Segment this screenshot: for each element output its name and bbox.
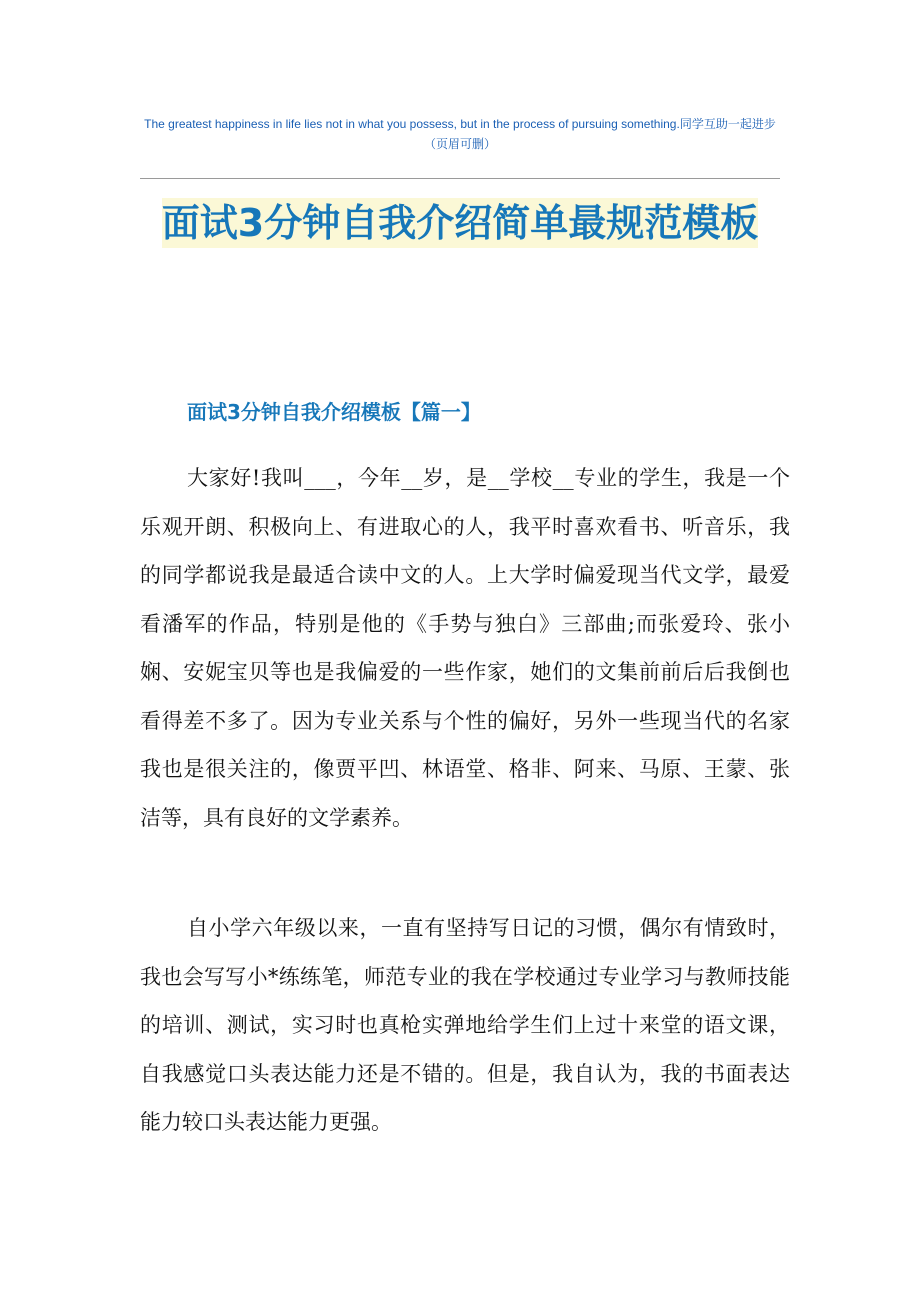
section-heading: 面试3分钟自我介绍模板【篇一】 [187,400,481,424]
body-paragraph-2: 自小学六年级以来，一直有坚持写日记的习惯，偶尔有情致时，我也会写写小*练练笔，师范专业的我在学校通过专业学习与教师技能的培训、测试，实习时也真枪实弹地给学生们上过十来堂的语文课，自我感觉口头表达能力还是不错的。但是，我自认为，我的书面表达能力较口头表达能力更强。 [140,916,790,1134]
page-header [140,114,780,154]
document-title-text: 面试3分钟自我介绍简单最规范模板 [162,198,758,248]
header-chinese-note: 同学互助一起进步（页眉可删） [423,117,776,151]
header-divider [140,178,780,179]
body-paragraph-1: 大家好!我叫___，今年__岁，是__学校__专业的学生，我是一个乐观开朗、积极向上、有进取心的人，我平时喜欢看书、听音乐，我的同学都说我是最适合读中文的人。上大学时偏爱现当代文学，最爱看潘军的作品，特别是他的《手势与独白》三部曲;而张爱玲、张小娴、安妮宝贝等也是我偏爱的一些作家，她们的文集前前后后我倒也看得差不多了。因为专业关系与个性的偏好，另外一些现当代的名家我也是很关注的，像贾平凹、林语堂、格非、阿来、马原、王蒙、张洁等，具有良好的文学素养。 [140,466,790,830]
document-title [140,190,780,256]
header-english-quote: The greatest happiness in life lies not in what you possess, but in the process of pursuing something. [144,117,680,131]
